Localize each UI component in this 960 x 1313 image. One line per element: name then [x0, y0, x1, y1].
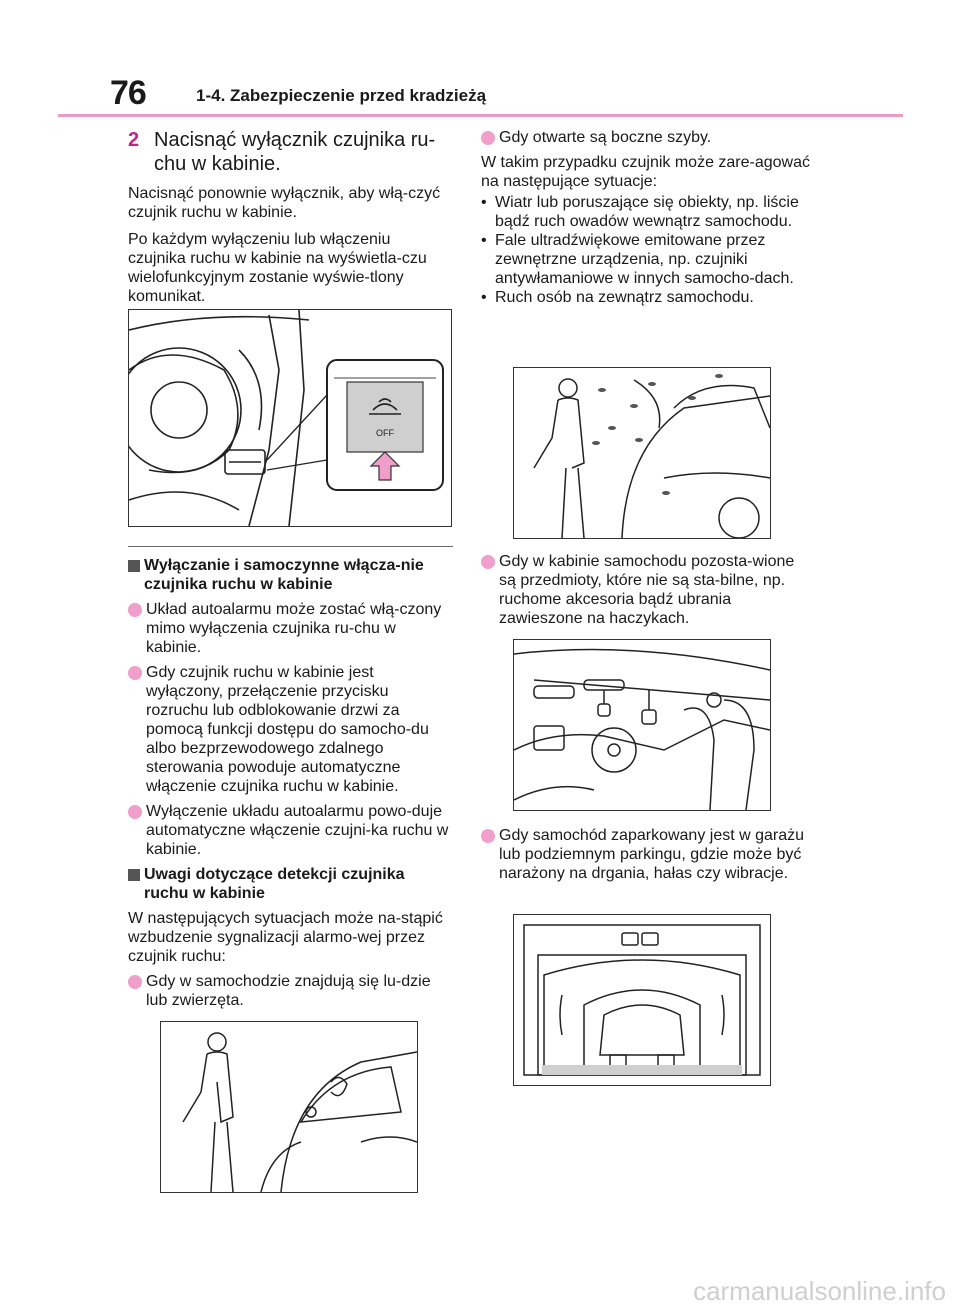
right-column-middle — [481, 552, 811, 634]
figure-garage — [513, 914, 771, 1086]
bullet-item: Wyłączenie układu autoalarmu powo-duje automatyczne włączenie czujni-ka ruchu w kabinie. — [128, 802, 450, 859]
watermark: carmanualsonline.info — [693, 1276, 946, 1306]
bullet-item: Gdy w samochodzie znajdują się lu-dzie lub zwierzęta. — [128, 972, 450, 1010]
person-dog-car-illustration — [161, 1022, 417, 1192]
dash-item: • Ruch osób na zewnątrz samochodu. — [481, 289, 754, 306]
square-marker-icon — [128, 869, 140, 881]
dash-item: • Wiatr lub poruszające się obiekty, np. liście bądź ruch owadów wewnątrz samochodu. — [481, 194, 799, 230]
figure-wind-leaves — [513, 367, 771, 539]
bullet-item: Gdy czujnik ruchu w kabinie jest wyłączony, przełączenie przycisku rozruchu lub odblokowanie drzwi za pomocą funkcji dostępu do samocho-du albo bezprzewodowego zdalnego sterowania powoduje automatyczne włączenie czujnika ruchu w kabinie. — [128, 663, 450, 796]
subheading: Wyłączanie i samoczynne włącza-nie czujnika ruchu w kabinie — [128, 556, 450, 594]
garage-illustration — [514, 915, 770, 1085]
header-rule — [58, 114, 903, 117]
dashboard-illustration — [129, 310, 451, 526]
switch-off-label: OFF — [376, 428, 394, 438]
figure-people-animals — [160, 1021, 418, 1193]
step-text: Nacisnąć wyłącznik czujnika ru-chu w kabinie. — [154, 129, 436, 175]
bullet-dot-icon — [481, 131, 495, 145]
divider — [128, 546, 453, 547]
bullet-dot-icon — [128, 603, 142, 617]
bullet-dot-icon — [128, 666, 142, 680]
page-number: 76 — [110, 74, 146, 112]
left-column-lower — [128, 556, 450, 1016]
dash-item: • Fale ultradźwiękowe emitowane przez zewnętrzne urządzenia, np. czujniki antywłamaniowe w innych samocho-dach. — [481, 232, 794, 287]
step-2 — [128, 128, 450, 176]
section-title: 1-4. Zabezpieczenie przed kradzieżą — [196, 86, 487, 105]
paragraph: W takim przypadku czujnik może zare-agować na następujące sytuacje: — [481, 154, 811, 190]
right-column-top — [481, 128, 811, 307]
paragraph: W następujących sytuacjach może na-stąpić wzbudzenie sygnalizacji alarmo-wej przez czujnik ruchu: — [128, 910, 443, 965]
bullet-dot-icon — [481, 555, 495, 569]
bullet-item: Układ autoalarmu może zostać włą-czony mimo wyłączenia czujnika ru-chu w kabinie. — [128, 600, 450, 657]
bullet-item: Gdy w kabinie samochodu pozosta-wione są przedmioty, które nie są sta-bilne, np. ruchome akcesoria bądź ubrania zawieszone na haczykach. — [481, 552, 811, 628]
wind-leaves-illustration — [514, 368, 770, 538]
page-header — [0, 0, 960, 118]
step-number: 2 — [128, 129, 140, 151]
figure-cabin-objects — [513, 639, 771, 811]
bullet-item: Gdy otwarte są boczne szyby. — [481, 128, 811, 147]
bullet-dot-icon — [128, 975, 142, 989]
left-column-top — [128, 128, 450, 314]
figure-dashboard-switch — [128, 309, 452, 527]
paragraph: Nacisnąć ponownie wyłącznik, aby włą-czyć czujnik ruchu w kabinie. — [128, 185, 441, 221]
square-marker-icon — [128, 560, 140, 572]
subheading: Uwagi dotyczące detekcji czujnika ruchu w kabinie — [128, 865, 450, 903]
right-column-lower — [481, 826, 811, 889]
bullet-dot-icon — [481, 829, 495, 843]
bullet-dot-icon — [128, 805, 142, 819]
paragraph: Po każdym wyłączeniu lub włączeniu czujnika ruchu w kabinie na wyświetla-czu wielofunkcyjnym zostanie wyświe-tlony komunikat. — [128, 231, 427, 305]
bullet-item: Gdy samochód zaparkowany jest w garażu lub podziemnym parkingu, gdzie może być narażony na drgania, hałas czy wibracje. — [481, 826, 811, 883]
cabin-illustration — [514, 640, 770, 810]
